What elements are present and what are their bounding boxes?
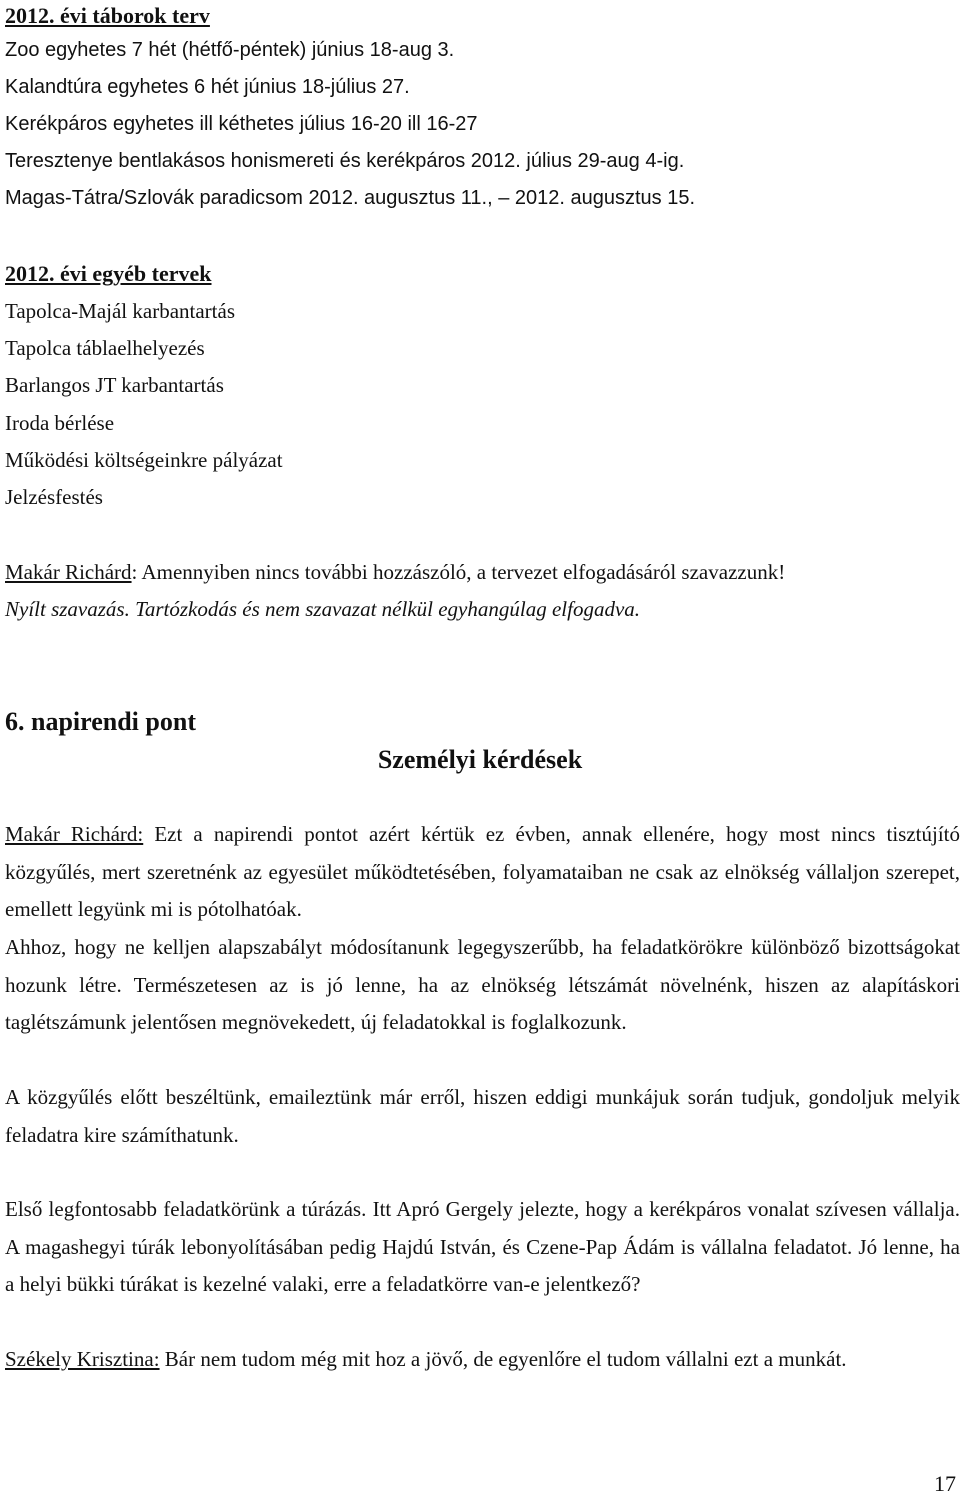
speaker-name: Makár Richárd: (5, 822, 144, 846)
vote-text: : Amennyiben nincs további hozzászóló, a tervezet elfogadásáról szavazzunk! (131, 560, 786, 584)
camps-heading: 2012. évi táborok terv (5, 3, 210, 28)
paragraph: A közgyűlés előtt beszéltünk, emaileztünk már erről, hiszen eddigi munkájuk során tudjuk, gondoljuk melyik feladatra kire számíthatunk. (5, 1085, 960, 1147)
agenda-label: 6. napirendi pont (5, 707, 196, 736)
paragraph: Ahhoz, hogy ne kelljen alapszabályt módosítanunk legegyszerűbb, ha feladatkörökre különböző bizottságokat hozunk létre. Természetesen az is jó lenne, ha az elnökség létszámát növelnénk, hiszen az alapításkori taglétszámunk jelentősen megnövekedett, új feladatokkal is foglalkozunk. (5, 935, 960, 1034)
other-plans-heading: 2012. évi egyéb tervek (5, 261, 212, 286)
plan-item: Működési költségeinkre pályázat (5, 448, 283, 472)
plan-item: Tapolca táblaelhelyezés (5, 336, 205, 360)
page-number: 17 (934, 1471, 956, 1496)
section-title: Személyi kérdések (377, 745, 583, 774)
paragraph-text: Ezt a napirendi pontot azért kértük ez évben, annak ellenére, hogy most nincs tisztújító közgyűlés, mert szeretnénk az egyesület működtetésében, folyamataiban ne csak az elnökség vállaljon szerepet, emellett legyünk mi is pótolhatóak. (5, 822, 960, 921)
camp-item: Magas-Tátra/Szlovák paradicsom 2012. augusztus 11., – 2012. augusztus 15. (5, 187, 696, 209)
camp-item: Kalandtúra egyhetes 6 hét június 18-július 27. (5, 76, 410, 98)
vote-result: Nyílt szavazás. Tartózkodás és nem szavazat nélkül egyhangúlag elfogadva. (5, 597, 641, 621)
paragraph (5, 1341, 960, 1379)
speaker-name: Makár Richárd (5, 560, 132, 584)
plan-item: Barlangos JT karbantartás (5, 373, 224, 397)
vote-statement (5, 554, 785, 591)
camp-item: Zoo egyhetes 7 hét (hétfő-péntek) június 18-aug 3. (5, 39, 455, 61)
paragraph (5, 816, 960, 929)
paragraph-text: Bár nem tudom még mit hoz a jövő, de egyenlőre el tudom vállalni ezt a munkát. (159, 1347, 847, 1371)
camp-item: Teresztenye bentlakásos honismereti és kerékpáros 2012. július 29-aug 4-ig. (5, 150, 685, 172)
camp-item: Kerékpáros egyhetes ill kéthetes július 16-20 ill 16-27 (5, 113, 478, 135)
plan-item: Tapolca-Majál karbantartás (5, 299, 235, 323)
plan-item: Iroda bérlése (5, 411, 115, 435)
paragraph: Első legfontosabb feladatkörünk a túrázás. Itt Apró Gergely jelezte, hogy a kerékpáros vonalat szívesen vállalja. A magashegyi túrák lebonyolításában pedig Hajdú István, és Czene-Pap Ádám is vállalna feladatot. Jó lenne, ha a helyi bükki túrákat is kezelné valaki, erre a feladatkörre van-e jelentkező? (5, 1197, 960, 1296)
speaker-name: Székely Krisztina: (5, 1347, 160, 1371)
plan-item: Jelzésfestés (5, 485, 103, 509)
